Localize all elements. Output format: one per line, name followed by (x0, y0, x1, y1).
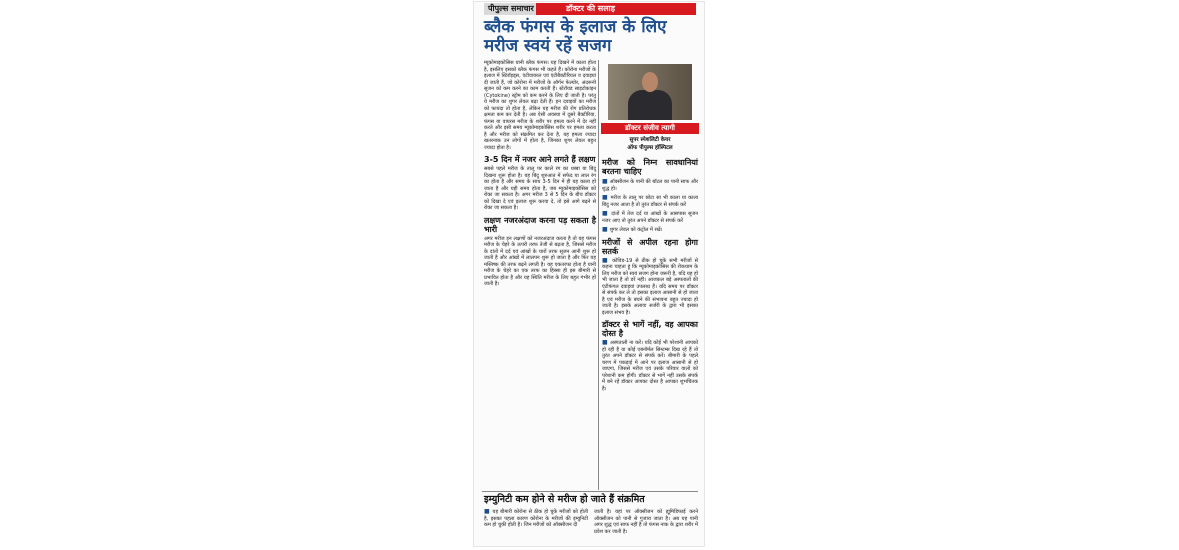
doctor-photo (608, 64, 692, 120)
bullet-item: ■ ऑक्सीजन के पानी की बॉटल का पानी साफ और शुद्ध हो। (602, 178, 698, 192)
bullet-item: ■ शुगर लेवल को कंट्रोल में रखें। (602, 226, 663, 233)
square-bullet-icon: ■ (602, 226, 610, 233)
intro-paragraph: म्यूकोमाइकोसिस यानी ब्लैक फंगस। यह दिखने में काला होता है, इसलिए इसको ब्लैक फंगस भी कहते हैं। कोरोना मरीजों के इलाज में स्टिरॉइड्स, एंटीवायरल एवं एंटीबैक्टीरियल व दवाइयां दी जाती हैं, जो कोरोना में मरीजों के ऑर्गन फेल्योर, अंदरूनी सूजन को कम करने का काम करती हैं। स्टेरॉयड साइटोकाइन (Cytokine) स्ट्रोम को कम करने के लिए दी जाती है। परंतु ये मरीज का शुगर लेवल बढ़ा देती हैं। इन दवाइयों का मरीज को फायदा तो होता है, लेकिन यह मरीज की रोग प्रतिरोधक क्षमता कम कर देती है। अब ऐसी अवस्था में दूसरे बैक्टीरिया, फंगस या वायरस मरीज के शरीर पर हमला करने में देर नहीं करते और इसी समय म्यूकोमाइकोसिस शरीर पर हमला करता है और मरीज को संक्रमित कर देता है, यह हमला ज्यादा खतरनाक उन लोगों में होता है, जिनका शुगर लेवल बहुत ज्यादा होता है। (484, 60, 596, 151)
subhead-ignore: लक्षण नजरअंदाज करना पड़ सकता है भारी (484, 215, 596, 234)
subhead-precautions: मरीज को निम्न सावधानियां बरतना चाहिए (602, 158, 698, 176)
brand-label: पीपुल्स समाचार (484, 3, 538, 15)
bottom-left-text (484, 509, 588, 532)
bullet-item: ■ मरीज के तालू पर छोटा सा भी काला या काला बिंदु नजर आता है तो तुरंत डॉक्टर से संपर्क करें (602, 194, 699, 208)
bottom-left-paragraph: यह बीमारी कोरोना से ठीक हो चुके मरीजों को होती है, इसका पहला कारण कोरोना के मरीजों की इम्युनिटी कम हो चुकी होती है। जिन मरीजों को ऑक्सीजन दी (484, 509, 588, 528)
subhead-symptoms: 3-5 दिन में नजर आने लगते हैं लक्षण (484, 155, 596, 164)
subhead-appeal: मरीजों से अपील रहना होगा सतर्क (602, 237, 698, 256)
designation-line-2: ऑफ पीपुल्स हॉस्पिटल (627, 145, 673, 151)
doctor-designation (601, 136, 699, 152)
square-bullet-icon: ■ (602, 178, 610, 185)
square-bullet-icon: ■ (602, 194, 611, 201)
bottom-right-paragraph: जाती है। यहां पर ऑक्सीजन को ह्यूमिडिफाई करने ऑक्सीजन को पानी से गुजारा जाता है। अब यह पानी अगर शुद्ध एवं साफ नहीं है तो फंगस नाक के द्वारा शरीर में प्रवेश कर जाती है। (594, 509, 698, 535)
subhead-doctor-friend: डॉक्टर से भागें नहीं, वह आपका दोस्त है (602, 320, 698, 338)
right-column (602, 158, 698, 395)
doctor-friend-paragraph: ■ अस्पताली ना करें। यदि कोई भी परेशानी आपको हो रही है या कोई एबनॉर्मल सिम्टम्स दिख रहे हैं तो तुरंत अपने डॉक्टर से संपर्क करें। बीमारी के पहले चरण में पकड़ाई में आने पर इलाज आसानी से हो जाएगा, जिससे मरीज एवं उसके परिवार वालों को परेशानी कम होगी। डॉक्टर से भागें नहीं उसके संपर्क में बने रहें डॉक्टर आपका दोस्त है आपका शुभचिंतक है। (602, 339, 698, 392)
left-column (484, 60, 596, 291)
symptoms-paragraph: सबसे पहले मरीज के तालू पर काले रंग का धब्बा या बिंदु दिखना शुरू होता है। यह बिंदु शुरुआत में सफेद या लाल रंग का होता है और समय के साथ 3-5 दिन में ही यह काला हो जाता है और यही समय होता है, जब म्यूकोमाइकोसिस को रोका जा सकता है। अगर मरीज 3 से 5 दिन के बीच डॉक्टर को दिखा दे एवं इलाज शुरू करवा दे, तो इसे आगे बढ़ने से रोका जा सकता है। (484, 166, 596, 211)
doctor-name: डॉक्टर संजीव त्यागी (601, 123, 699, 134)
bottom-headline: इम्युनिटी कम होने से मरीज हो जाते हैं संक्रमित (484, 494, 645, 505)
newspaper-clipping (474, 2, 704, 546)
headline: ब्लैक फंगस के इलाज के लिए मरीज स्वयं रहें सजग (484, 17, 667, 56)
square-bullet-icon: ■ (602, 256, 613, 264)
square-bullet-icon: ■ (602, 210, 612, 217)
bullet-item: ■ दांतों में तेज दर्द या आंखों के आसपास सूजन नजर आए तो तुरंत अपने डॉक्टर से संपर्क करें (602, 210, 698, 224)
bottom-divider (482, 491, 698, 492)
column-divider (598, 60, 599, 490)
bottom-right-text (594, 509, 698, 538)
square-bullet-icon: ■ (602, 339, 611, 346)
section-label: डॉक्टर की सलाह (536, 3, 696, 15)
appeal-paragraph: ■ कोविड-19 से ठीक हो चुके सभी मरीजों से कहना चाहता हूं कि म्यूकोमाइकोसिस की रोकथाम के लिए मरीज को स्वयं सजग होना जरूरी है, यदि यह हो भी जाता है तो डरें नहीं। आजकल बड़े अस्पतालों की एंटीफंगल दवाइयां उपलब्ध हैं। यदि समय पर डॉक्टर से संपर्क कर ले तो इसका इलाज आसानी से हो जाता है एवं मरीज के बचने की संभावना बहुत ज्यादा हो जाती है। इसके अलावा सर्जरी के द्वारा भी इसका इलाज संभव है। (602, 256, 698, 316)
ignore-paragraph: अगर मरीज इन लक्षणों को नजरअंदाज करता है तो यह फंगस मरीज के चेहरे के ऊपरी तरफ तेजी से बढ़ता है, जिससे मरीज के दांतों में दर्द एवं आंखों के चारों तरफ सूजन आनी शुरू हो जाती है और आंखों में लालपन शुरू हो जाता है और फिर यह मस्तिष्क की तरफ बढ़ने लगती है। यह एकतरफा होता है यानी मरीज के चेहरे का एक तरफ का हिस्सा ही इस बीमारी से प्रभावित होता है और यह स्थिति मरीज के लिए बहुत गंभीर हो जाती है। (484, 235, 596, 287)
square-bullet-icon: ■ (484, 508, 493, 515)
designation-line-1: सुपर स्पेशलिटी केयर (629, 137, 671, 143)
masthead (474, 2, 704, 16)
